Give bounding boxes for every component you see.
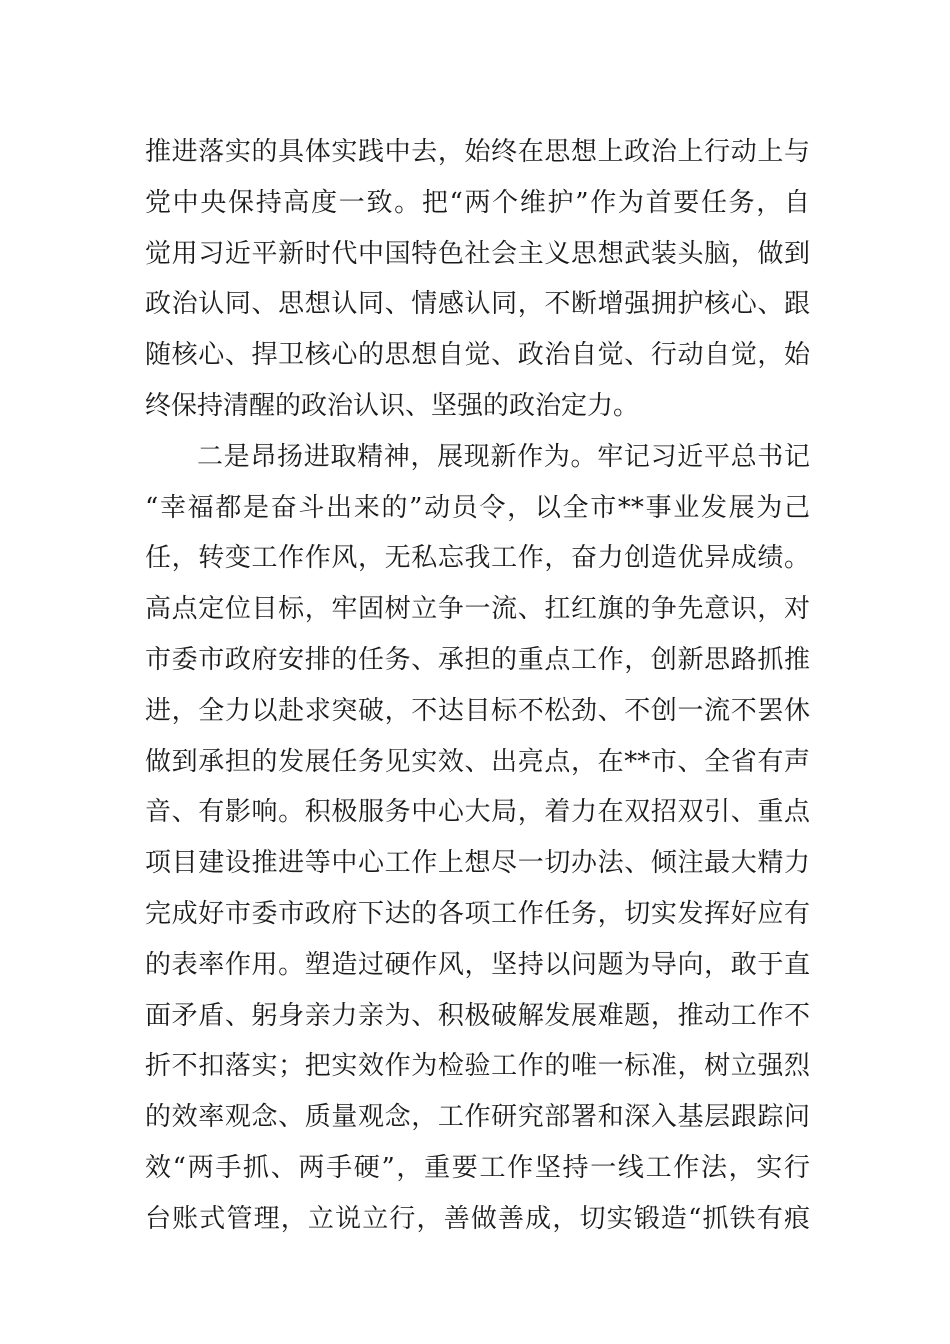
text-line: 市委市政府安排的任务、承担的重点工作，创新思路抓推 <box>145 644 810 675</box>
text-line: 终保持清醒的政治认识、坚强的政治定力。 <box>145 390 640 421</box>
text-line: 完成好市委市政府下达的各项工作任务，切实发挥好应有 <box>145 898 810 929</box>
text-line: 推进落实的具体实践中去，始终在思想上政治上行动上与 <box>145 137 810 167</box>
text-line: 高点定位目标，牢固树立争一流、扛红旗的争先意识，对 <box>145 594 810 625</box>
text-line: 效“两手抓、两手硬”，重要工作坚持一线工作法，实行 <box>145 1152 810 1183</box>
text-line: 进，全力以赴求突破，不达目标不松劲、不创一流不罢休 <box>145 695 810 726</box>
text-line: 随核心、捍卫核心的思想自觉、政治自觉、行动自觉，始 <box>145 340 810 371</box>
text-line: 项目建设推进等中心工作上想尽一切办法、倾注最大精力 <box>145 848 810 879</box>
text-line: 政治认同、思想认同、情感认同，不断增强拥护核心、跟 <box>145 289 810 320</box>
text-line: 任，转变工作作风，无私忘我工作，奋力创造优异成绩。 <box>145 543 810 574</box>
text-line: 的效率观念、质量观念，工作研究部署和深入基层跟踪问 <box>145 1102 810 1133</box>
text-line: 觉用习近平新时代中国特色社会主义思想武装头脑，做到 <box>145 238 810 269</box>
text-line: 的表率作用。塑造过硬作风，坚持以问题为导向，敢于直 <box>145 949 810 980</box>
text-line: 党中央保持高度一致。把“两个维护”作为首要任务，自 <box>145 187 810 218</box>
text-line: 面矛盾、躬身亲力亲为、积极破解发展难题，推动工作不 <box>145 1000 810 1031</box>
text-line: “幸福都是奋斗出来的”动员令，以全市**事业发展为己 <box>145 492 810 523</box>
text-line: 二是昂扬进取精神，展现新作为。牢记习近平总书记 <box>197 441 810 472</box>
text-line: 音、有影响。积极服务中心大局，着力在双招双引、重点 <box>145 797 810 828</box>
text-line: 台账式管理，立说立行，善做善成，切实锻造“抓铁有痕 <box>145 1203 810 1234</box>
text-line: 做到承担的发展任务见实效、出亮点，在**市、全省有声 <box>145 746 810 777</box>
body-text <box>145 127 810 1245</box>
text-line: 折不扣落实；把实效作为检验工作的唯一标准，树立强烈 <box>145 1051 810 1082</box>
